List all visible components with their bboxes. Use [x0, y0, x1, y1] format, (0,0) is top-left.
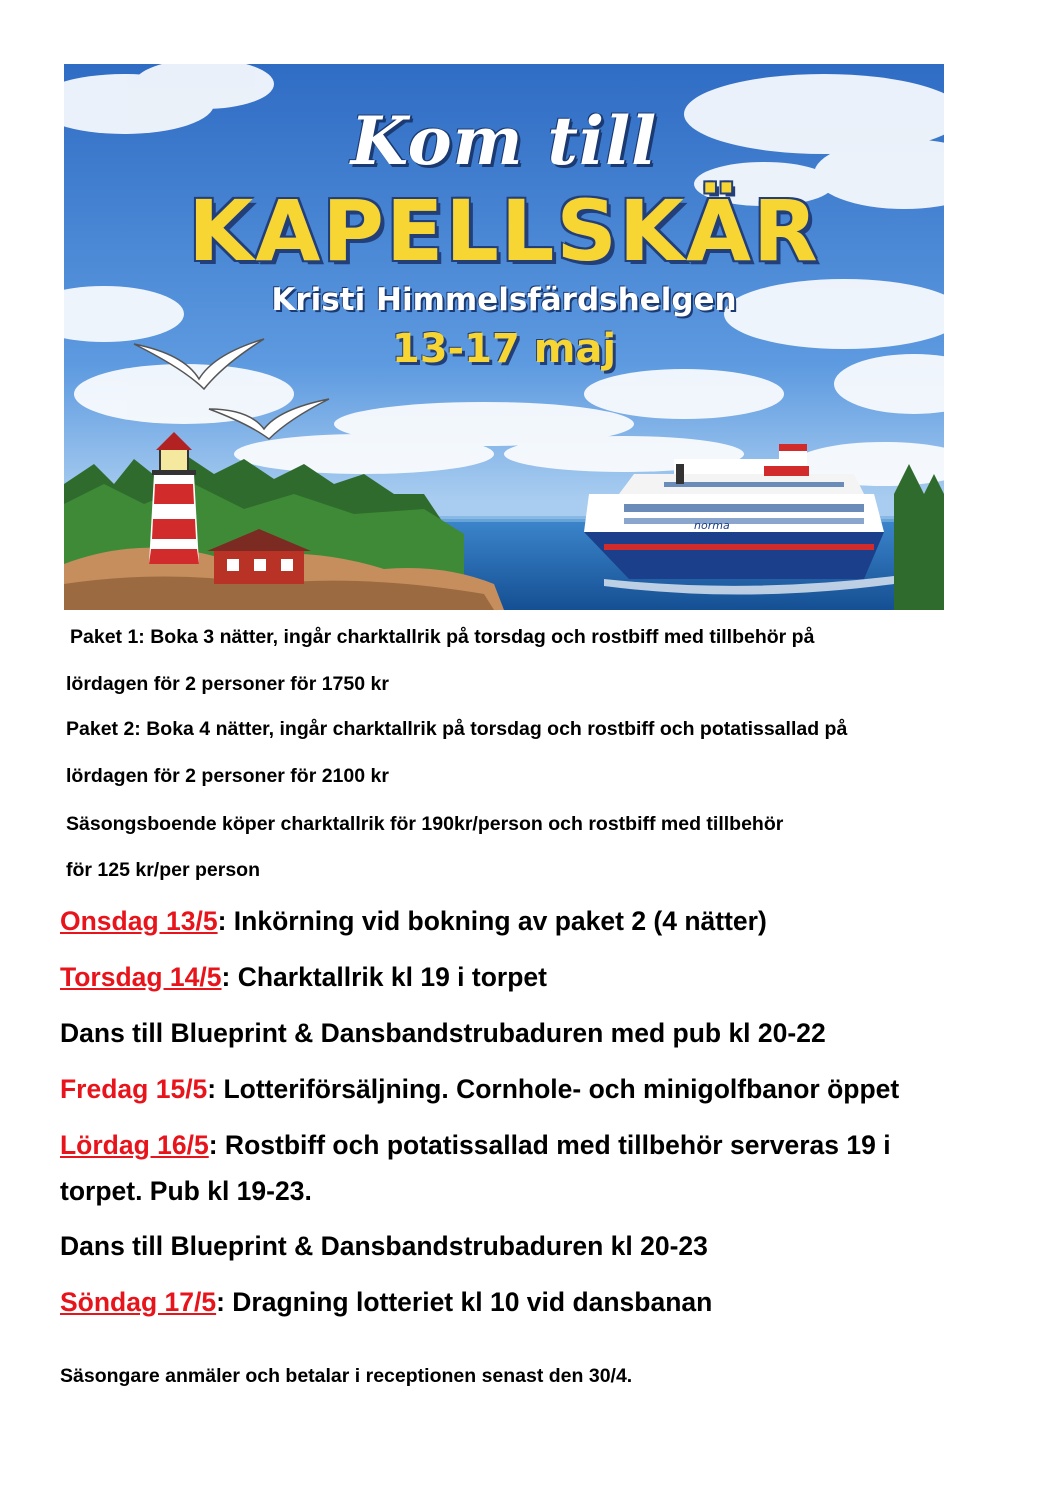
package-2-line-1: Paket 2: Boka 4 nätter, ingår charktallrik på torsdag och rostbiff och potatissallad på — [66, 718, 848, 740]
banner-illustration — [64, 64, 944, 610]
season-price-line-2: för 125 kr/per person — [66, 859, 260, 881]
friday-text: : Lotteriförsäljning. Cornhole- och minigolfbanor öppet — [207, 1074, 900, 1104]
package-1-line-1: Paket 1: Boka 3 nätter, ingår charktallrik på torsdag och rostbiff med tillbehör på — [70, 626, 815, 648]
registration-note: Säsongare anmäler och betalar i receptionen senast den 30/4. — [60, 1365, 633, 1387]
package-2-line-2: lördagen för 2 personer för 2100 kr — [66, 765, 389, 787]
day-label-saturday: Lördag 16/5 — [60, 1130, 209, 1160]
sunday-text: : Dragning lotteriet kl 10 vid dansbanan — [216, 1287, 713, 1317]
thursday-text: : Charktallrik kl 19 i torpet — [221, 962, 547, 992]
day-label-sunday: Söndag 17/5 — [60, 1287, 217, 1317]
schedule-saturday-dance: Dans till Blueprint & Dansbandstrubaduren kl 20-23 — [60, 1231, 708, 1261]
banner-line-dates: 13-17 maj — [391, 326, 617, 372]
package-1-line-2: lördagen för 2 personer för 1750 kr — [66, 673, 389, 695]
day-label-friday: Fredag 15/5 — [60, 1074, 208, 1104]
schedule-friday — [60, 1072, 899, 1106]
banner-line-holiday: Kristi Himmelsfärdshelgen — [271, 282, 737, 318]
schedule-sunday — [60, 1285, 712, 1319]
ship-name: norma — [694, 519, 730, 532]
wednesday-text: : Inkörning vid bokning av paket 2 (4 nätter) — [217, 906, 767, 936]
schedule-saturday-cont: torpet. Pub kl 19-23. — [60, 1176, 312, 1206]
day-label-thursday: Torsdag 14/5 — [60, 962, 222, 992]
saturday-text: : Rostbiff och potatissallad med tillbehör serveras 19 i — [208, 1130, 891, 1160]
banner-line-kom-till: Kom till — [350, 102, 658, 180]
right-trees — [894, 464, 944, 610]
schedule-saturday — [60, 1128, 891, 1162]
season-price-line-1: Säsongsboende köper charktallrik för 190kr/person och rostbiff med tillbehör — [66, 813, 784, 835]
schedule-wednesday — [60, 904, 767, 938]
schedule-thursday-dance: Dans till Blueprint & Dansbandstrubaduren med pub kl 20-22 — [60, 1018, 826, 1048]
schedule-thursday — [60, 960, 547, 994]
event-banner — [64, 64, 944, 610]
day-label-wednesday: Onsdag 13/5 — [60, 906, 218, 936]
banner-line-kapellskar: KAPELLSKÄR — [188, 182, 820, 280]
